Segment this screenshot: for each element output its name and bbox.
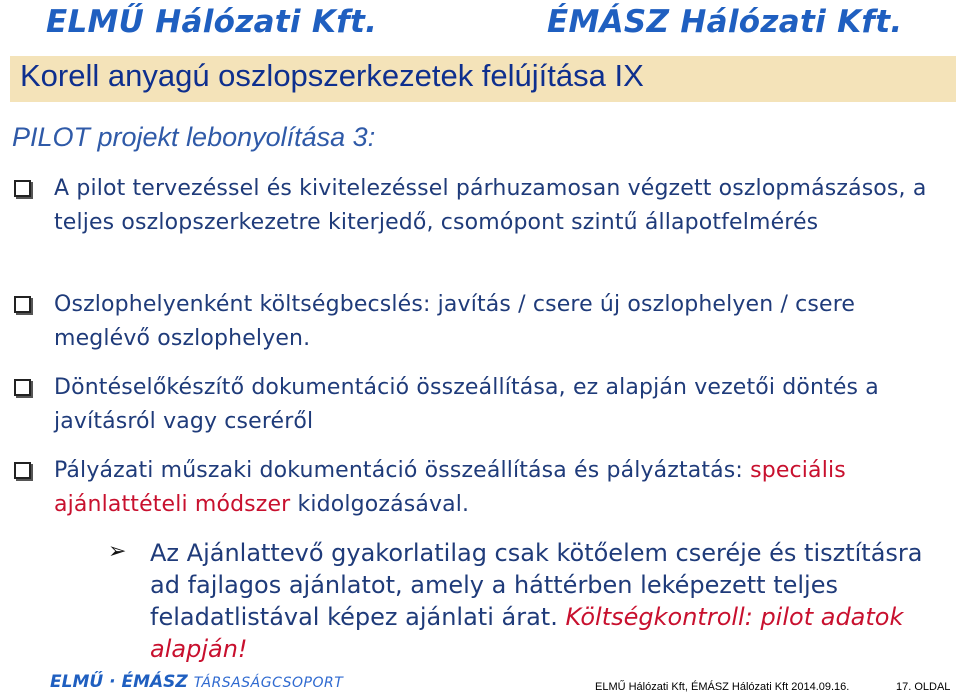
footer-info: ELMŰ Hálózati Kft, ÉMÁSZ Hálózati Kft 2014.09.16. <box>595 681 850 693</box>
header-company-left: ELMŰ Hálózati Kft. <box>46 4 378 40</box>
checkbox-bullet-icon <box>14 462 31 479</box>
bullet-text: Döntéselőkészítő dokumentáció összeállítása, ez alapján vezetői döntés a javításról vagy cseréről <box>54 375 879 434</box>
bullet-text <box>54 454 954 522</box>
sub-bullet-text-highlight: Költségkontroll: pilot adatok alapján! <box>150 603 904 663</box>
sub-bullet-text <box>150 537 960 665</box>
checkbox-bullet-icon <box>14 379 31 396</box>
slide-subtitle: PILOT projekt lebonyolítása 3: <box>12 122 376 152</box>
footer-logo <box>50 672 343 692</box>
bullet-text-part: kidolgozásával. <box>297 492 470 517</box>
bullet-text: Oszlophelyenként költségbecslés: javítás / csere új oszlophelyen / csere meglévő oszlophelyen. <box>54 292 856 351</box>
footer-logo-subtext: TÁRSASÁGCSOPORT <box>193 675 344 691</box>
bullet-text-part: Pályázati műszaki dokumentáció összeállítása és pályáztatás: <box>54 458 743 483</box>
arrow-bullet-icon: ➢ <box>108 539 127 564</box>
checkbox-bullet-icon <box>14 180 31 197</box>
bullet-text-highlight: speciális ajánlattételi módszer <box>54 458 846 517</box>
footer-page-number: 17. OLDAL <box>896 681 951 693</box>
sub-bullet-text-part: Az Ajánlattevő gyakorlatilag csak kötőelem cseréje és tisztításra ad fajlagos ajánlatot, amely a háttérben leképezett teljes feladatlistával képez ajánlati árat. <box>150 539 923 631</box>
header-company-right: ÉMÁSZ Hálózati Kft. <box>547 4 903 40</box>
checkbox-bullet-icon <box>14 296 31 313</box>
bullet-text: A pilot tervezéssel és kivitelezéssel párhuzamosan végzett oszlopmászásos, a teljes oszlopszerkezetre kiterjedő, csomópont szintű állapotfelmérés <box>54 176 927 235</box>
slide-title: Korell anyagú oszlopszerkezetek felújítása IX <box>20 58 644 93</box>
footer-logo-text: ELMŰ · ÉMÁSZ <box>50 672 188 692</box>
